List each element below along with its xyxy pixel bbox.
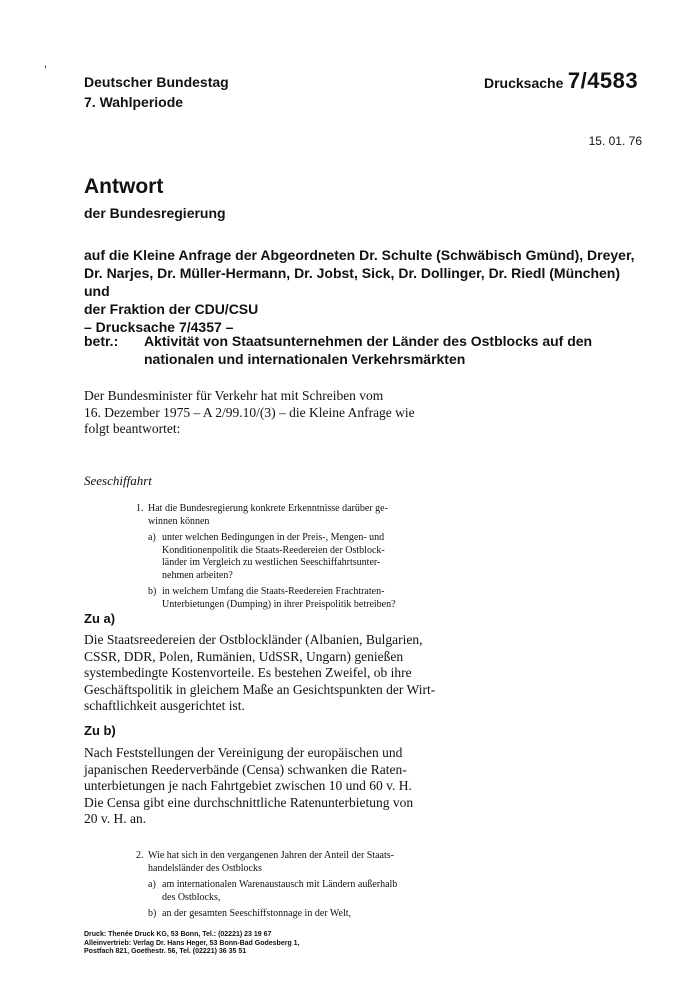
question-number: 2.: [136, 850, 144, 861]
intro-line: – Drucksache 7/4357 –: [84, 319, 234, 335]
paragraph-line: Der Bundesminister für Verkehr hat mit Schreiben vom: [84, 388, 384, 403]
paragraph-line: 20 v. H. an.: [84, 811, 147, 826]
intro-line: Dr. Narjes, Dr. Müller-Hermann, Dr. Jobst, Sick, Dr. Dollinger, Dr. Riedl (München) und: [84, 265, 621, 299]
drucksache-header: [484, 68, 638, 94]
scan-mark: ,: [44, 58, 48, 70]
subject-block: [84, 332, 644, 368]
header-left: [84, 72, 229, 112]
question-line: Konditionenpolitik die Staats-Reedereien der Ostblock-: [162, 544, 385, 556]
question-line: unter welchen Bedingungen in der Preis-, Mengen- und: [162, 532, 385, 543]
question-line: am internationalen Warenaustausch mit Ländern außerhalb: [162, 879, 398, 890]
answer-b-heading: Zu b): [84, 723, 116, 738]
paragraph-line: Geschäftspolitik in gleichem Maße an Gesichtspunkten der Wirt-: [84, 681, 436, 697]
subquestion-key: b): [148, 586, 157, 597]
intro-line: auf die Kleine Anfrage der Abgeordneten Dr. Schulte (Schwäbisch Gmünd), Dreyer,: [84, 247, 635, 263]
paragraph-line: 16. Dezember 1975 – A 2/99.10/(3) – die Kleine Anfrage wie: [84, 404, 415, 420]
subject-key: betr.:: [84, 333, 119, 349]
question-line: handelsländer des Ostblocks: [148, 862, 262, 874]
question-line: Hat die Bundesregierung konkrete Erkenntnisse darüber ge-: [148, 503, 388, 514]
institution-name: Deutscher Bundestag: [84, 74, 229, 90]
section-heading: Seeschiffahrt: [84, 473, 152, 488]
question-line: nehmen arbeiten?: [162, 569, 233, 581]
paragraph-line: systembedingte Kostenvorteile. Es bestehen Zweifel, ob ihre: [84, 665, 412, 680]
inquiry-intro: [84, 246, 644, 336]
intro-line: der Fraktion der CDU/CSU: [84, 301, 259, 317]
subject-line: Aktivität von Staatsunternehmen der Länder des Ostblocks auf den: [144, 333, 593, 349]
subquestion-key: a): [148, 532, 156, 543]
answer-a-heading: Zu a): [84, 611, 116, 626]
document-date: 15. 01. 76: [588, 134, 642, 148]
question-line: länder im Vergleich zu westlichen Seeschiffahrtsunter-: [162, 557, 381, 568]
paragraph-line: CSSR, DDR, Polen, Rumänien, UdSSR, Ungarn) genießen: [84, 648, 404, 664]
legislative-period: 7. Wahlperiode: [84, 94, 184, 110]
question-line: des Ostblocks,: [162, 891, 221, 903]
subquestion-key: b): [148, 908, 157, 919]
question-1: [136, 503, 448, 611]
paragraph-line: Die Censa gibt eine durchschnittliche Ratenunterbietung von: [84, 794, 414, 810]
drucksache-label: Drucksache: [484, 75, 564, 91]
paragraph-line: Die Staatsreedereien der Ostblockländer (Albanien, Bulgarien,: [84, 632, 423, 647]
paragraph-line: folgt beantwortet:: [84, 421, 181, 436]
question-line: Wie hat sich in den vergangenen Jahren der Anteil der Staats-: [148, 850, 394, 861]
footer-line: Druck: Thenée Druck KG, 53 Bonn, Tel.: (02221) 23 19 67: [84, 931, 272, 938]
question-2: [136, 850, 448, 921]
footer-line: Alleinvertrieb: Verlag Dr. Hans Heger, 53 Bonn-Bad Godesberg 1,: [84, 939, 300, 947]
question-line: winnen können: [148, 515, 210, 527]
document-subtitle: der Bundesregierung: [84, 205, 226, 221]
print-footer: [84, 931, 300, 957]
paragraph-line: schaftlichkeit ausgerichtet ist.: [84, 698, 245, 713]
paragraph-line: Nach Feststellungen der Vereinigung der europäischen und: [84, 745, 403, 760]
question-line: in welchem Umfang die Staats-Reedereien Frachtraten-: [162, 586, 385, 597]
intro-paragraph: [84, 388, 448, 438]
question-line: an der gesamten Seeschiffstonnage in der Welt,: [162, 908, 352, 919]
paragraph-line: unterbietungen je nach Fahrtgebiet zwischen 10 und 60 v. H.: [84, 778, 412, 793]
footer-line: Postfach 821, Goethestr. 56, Tel. (02221) 36 35 51: [84, 948, 247, 955]
subquestion-key: a): [148, 879, 156, 890]
paragraph-line: japanischen Reederverbände (Censa) schwanken die Raten-: [84, 761, 407, 777]
answer-a-paragraph: [84, 632, 448, 715]
drucksache-number: 7/4583: [567, 68, 639, 93]
subject-line: nationalen und internationalen Verkehrsmärkten: [144, 351, 466, 367]
question-number: 1.: [136, 503, 144, 514]
answer-b-paragraph: [84, 745, 448, 828]
question-line: Unterbietungen (Dumping) in ihrer Preispolitik betreiben?: [162, 598, 396, 610]
document-title: Antwort: [84, 175, 164, 198]
